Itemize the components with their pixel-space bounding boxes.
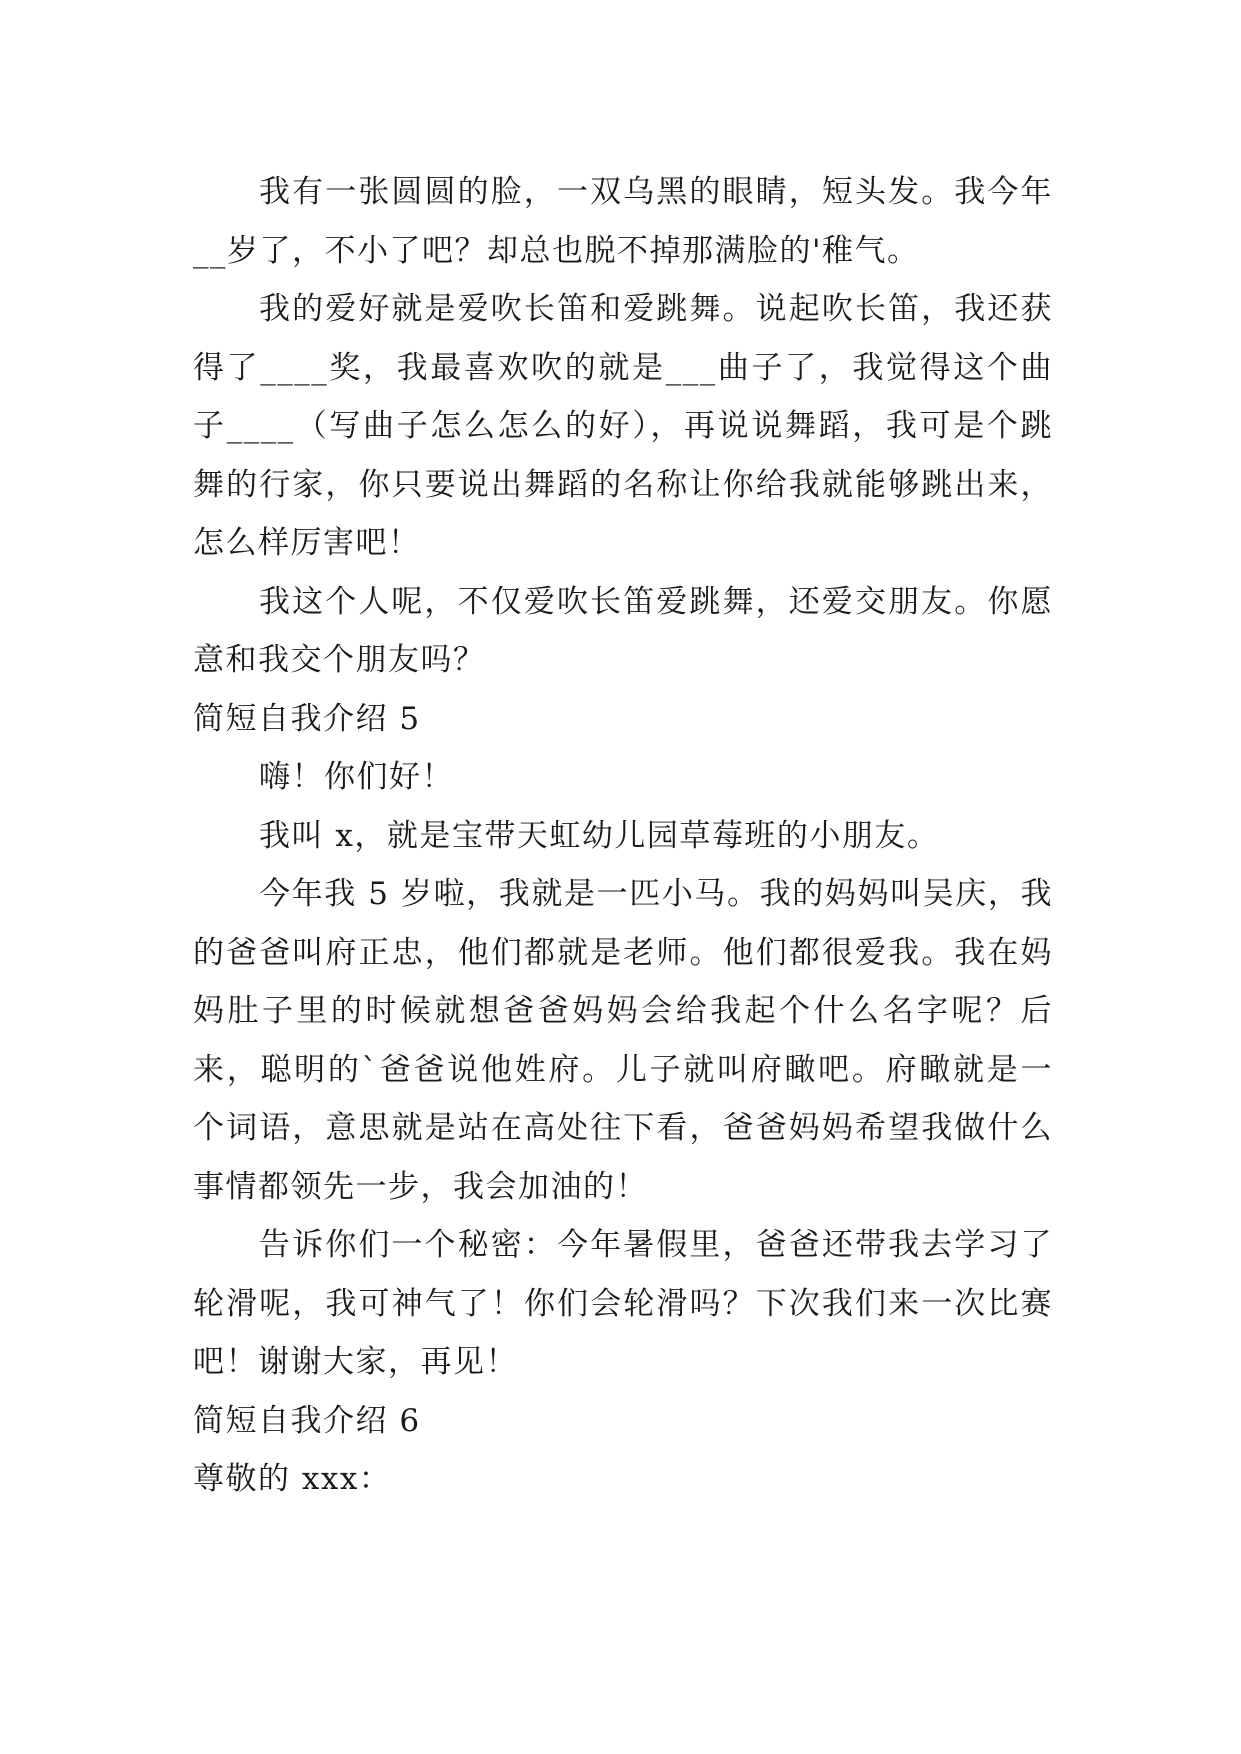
section-heading-5: 简短自我介绍 5 xyxy=(193,700,421,737)
document-body xyxy=(193,163,1053,1509)
paragraph-name: 我叫 x，就是宝带天虹幼儿园草莓班的小朋友。 xyxy=(259,817,940,854)
paragraph-friends: 我这个人呢，不仅爱吹长笛爱跳舞，还爱交朋友。你愿意和我交个朋友吗？ xyxy=(193,583,1053,678)
paragraph-family: 今年我 5 岁啦，我就是一匹小马。我的妈妈叫吴庆，我的爸爸叫府正忠，他们都就是老师。他们都很爱我。我在妈妈肚子里的时候就想爸爸妈妈会给我起个什么名字呢？后来，聪明的`爸爸说他姓府。儿子就叫府瞰吧。府瞰就是一个词语，意思就是站在高处往下看，爸爸妈妈希望我做什么事情都领先一步，我会加油的！ xyxy=(193,876,1053,1205)
paragraph-hobbies: 我的爱好就是爱吹长笛和爱跳舞。说起吹长笛，我还获得了____奖，我最喜欢吹的就是___曲子了，我觉得这个曲子____（写曲子怎么怎么的好），再说说舞蹈，我可是个跳舞的行家，你只要说出舞蹈的名称让你给我就能够跳出来，怎么样厉害吧！ xyxy=(193,291,1053,561)
salutation-line: 尊敬的 xxx： xyxy=(193,1461,392,1497)
section-heading-6: 简短自我介绍 6 xyxy=(193,1402,421,1439)
paragraph-appearance: 我有一张圆圆的脸，一双乌黑的眼睛，短头发。我今年__岁了，不小了吧？却总也脱不掉那满脸的'稚气。 xyxy=(193,174,1053,269)
paragraph-greeting: 嗨！你们好！ xyxy=(259,759,454,795)
paragraph-secret: 告诉你们一个秘密：今年暑假里，爸爸还带我去学习了轮滑呢，我可神气了！你们会轮滑吗？下次我们来一次比赛吧！谢谢大家，再见！ xyxy=(193,1227,1053,1380)
